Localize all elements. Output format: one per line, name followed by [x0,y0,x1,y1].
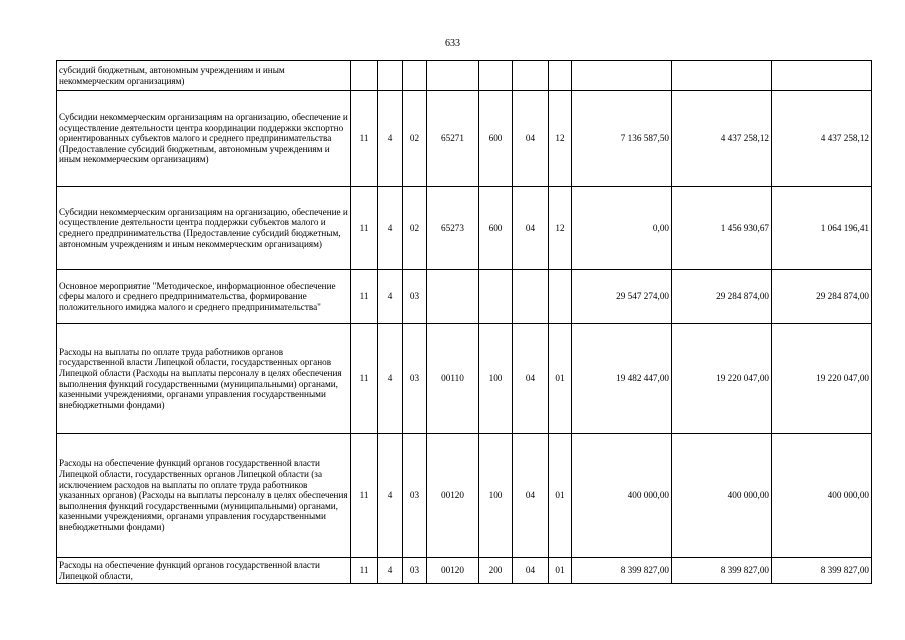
cell-program: 11 [351,91,378,187]
row-name: Субсидии некоммерческим организациям на организацию, обеспечение и осуществление деятельности центра координации поддержки экспортно ориентированных субъектов малого и среднего предпринимательства (Предоставление субсидий бюджетным, автономным учреждениям и иным некоммерческим организациям) [57,91,351,187]
cell-subsection [549,61,572,91]
cell-expense-type: 600 [479,187,513,270]
cell-amount-1: 0,00 [572,187,672,270]
cell-amount-3: 4 437 258,12 [772,91,872,187]
cell-section: 04 [513,434,549,558]
cell-section: 04 [513,558,549,584]
cell-subprogram: 4 [378,324,403,434]
cell-subprogram: 4 [378,187,403,270]
cell-subprogram: 4 [378,434,403,558]
cell-direction: 65271 [427,91,479,187]
cell-event: 02 [403,91,427,187]
cell-direction: 00120 [427,558,479,584]
row-name: Расходы на обеспечение функций органов государственной власти Липецкой области, государственных органов Липецкой области (за исключением расходов на выплаты по оплате труда работников указанных органов) (Расходы на выплаты персоналу в целях обеспечения выполнения функций государственными (муниципальными) органами, казенными учреждениями, органами управления государственными внебюджетными фондами) [57,434,351,558]
table-row [57,91,872,187]
cell-expense-type: 100 [479,324,513,434]
cell-direction [427,270,479,324]
cell-program: 11 [351,324,378,434]
cell-subsection: 01 [549,324,572,434]
cell-event: 03 [403,324,427,434]
table-row [57,434,872,558]
cell-amount-2: 19 220 047,00 [672,324,772,434]
row-name: Субсидии некоммерческим организациям на организацию, обеспечение и осуществление деятельности центра поддержки субъектов малого и среднего предпринимательства (Предоставление субсидий бюджетным, автономным учреждениям и иным некоммерческим организациям) [57,187,351,270]
cell-amount-2 [672,61,772,91]
table-row [57,324,872,434]
cell-amount-2: 29 284 874,00 [672,270,772,324]
cell-direction: 00120 [427,434,479,558]
cell-amount-2: 8 399 827,00 [672,558,772,584]
cell-amount-1: 8 399 827,00 [572,558,672,584]
cell-amount-3: 1 064 196,41 [772,187,872,270]
cell-subsection [549,270,572,324]
table-row [57,558,872,584]
cell-amount-1: 7 136 587,50 [572,91,672,187]
cell-amount-2: 400 000,00 [672,434,772,558]
table-row [57,187,872,270]
cell-amount-3 [772,61,872,91]
cell-amount-3: 400 000,00 [772,434,872,558]
row-name: субсидий бюджетным, автономным учреждениям и иным некоммерческим организациям) [57,61,351,91]
cell-amount-1: 29 547 274,00 [572,270,672,324]
cell-event: 03 [403,270,427,324]
cell-event: 03 [403,434,427,558]
cell-subprogram: 4 [378,558,403,584]
cell-subsection: 01 [549,558,572,584]
cell-subprogram [378,61,403,91]
cell-amount-1: 19 482 447,00 [572,324,672,434]
cell-subsection: 12 [549,91,572,187]
cell-expense-type [479,270,513,324]
cell-direction [427,61,479,91]
table-row [57,61,872,91]
cell-section: 04 [513,187,549,270]
table-row [57,270,872,324]
cell-expense-type: 100 [479,434,513,558]
cell-event: 02 [403,187,427,270]
row-name: Расходы на обеспечение функций органов государственной власти Липецкой области, [57,558,351,584]
cell-amount-2: 1 456 930,67 [672,187,772,270]
page-number: 633 [445,38,460,49]
cell-section: 04 [513,324,549,434]
cell-amount-1 [572,61,672,91]
row-name: Расходы на выплаты по оплате труда работников органов государственной власти Липецкой области, государственных органов Липецкой области (Расходы на выплаты персоналу в целях обеспечения выполнения функций государственными (муниципальными) органами, казенными учреждениями, органами управления государственными внебюджетными фондами) [57,324,351,434]
cell-section [513,61,549,91]
budget-table [56,60,872,584]
cell-subsection: 01 [549,434,572,558]
cell-program: 11 [351,434,378,558]
cell-expense-type: 200 [479,558,513,584]
cell-section: 04 [513,91,549,187]
cell-amount-3: 29 284 874,00 [772,270,872,324]
cell-subprogram: 4 [378,91,403,187]
cell-expense-type [479,61,513,91]
cell-event: 03 [403,558,427,584]
cell-subsection: 12 [549,187,572,270]
cell-direction: 65273 [427,187,479,270]
row-name: Основное мероприятие "Методическое, информационное обеспечение сферы малого и среднего предпринимательства, формирование положительного имиджа малого и среднего предпринимательства" [57,270,351,324]
cell-program: 11 [351,270,378,324]
cell-program: 11 [351,558,378,584]
cell-event [403,61,427,91]
cell-amount-3: 19 220 047,00 [772,324,872,434]
cell-subprogram: 4 [378,270,403,324]
cell-amount-1: 400 000,00 [572,434,672,558]
cell-section [513,270,549,324]
cell-direction: 00110 [427,324,479,434]
cell-amount-2: 4 437 258,12 [672,91,772,187]
cell-amount-3: 8 399 827,00 [772,558,872,584]
cell-expense-type: 600 [479,91,513,187]
cell-program: 11 [351,187,378,270]
cell-program [351,61,378,91]
